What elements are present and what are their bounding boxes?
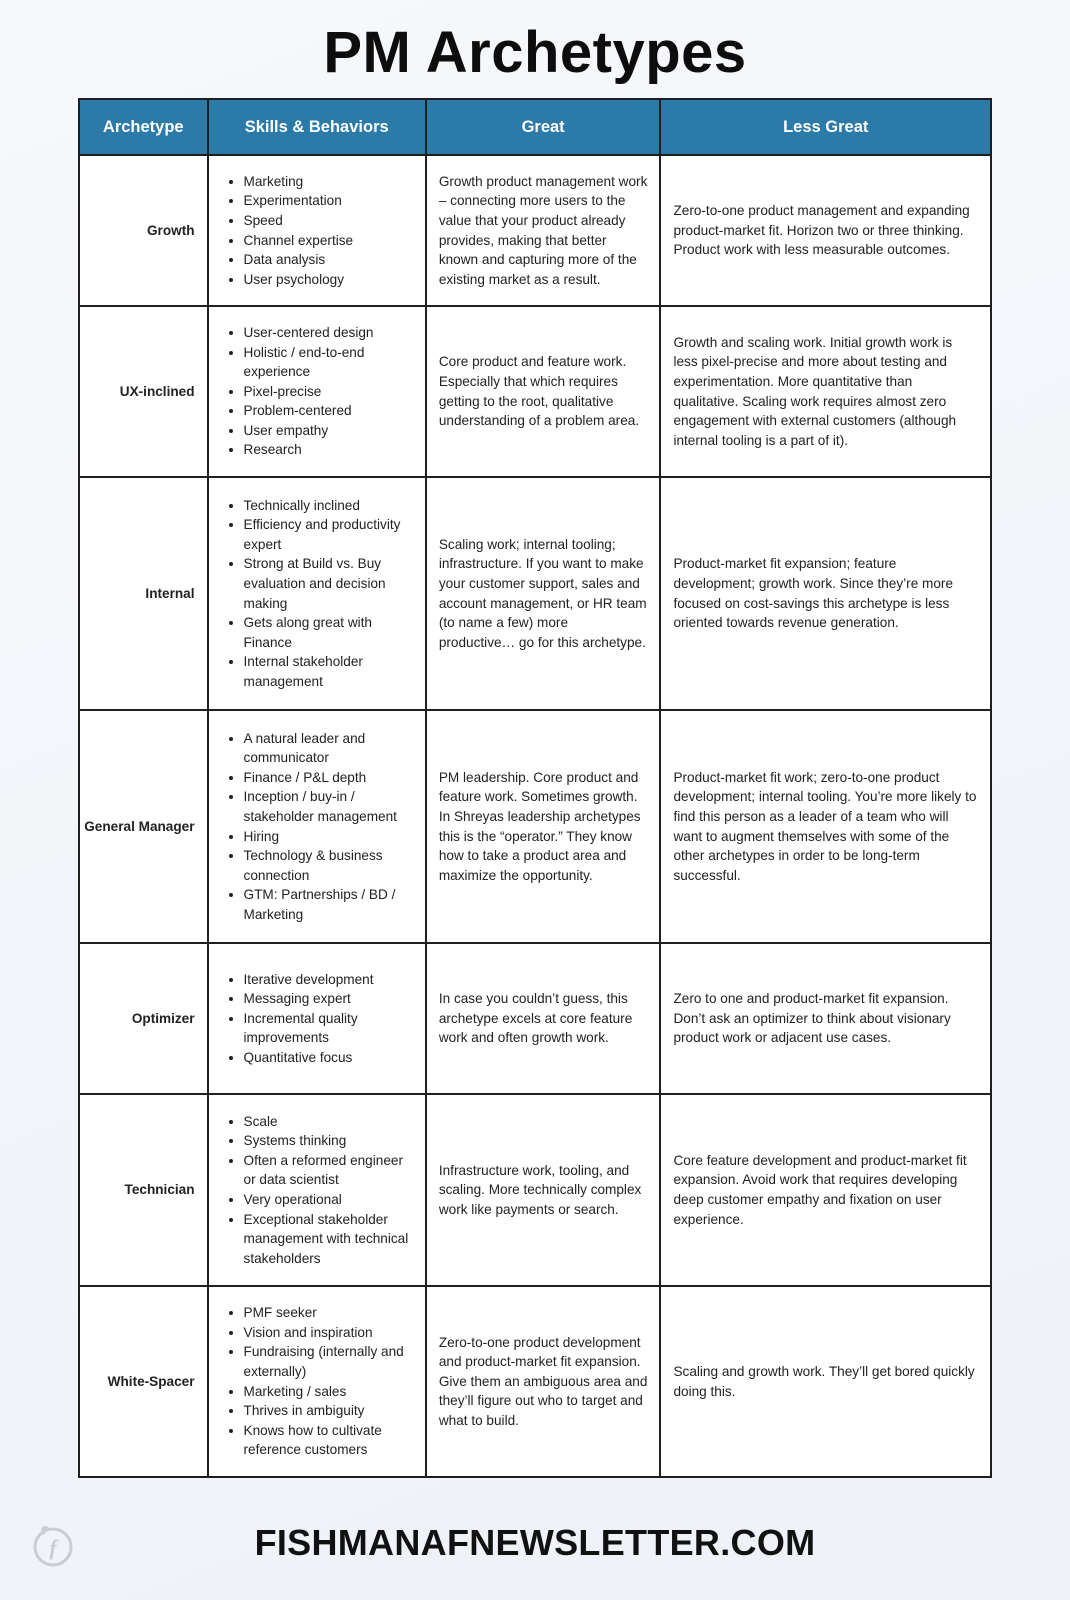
skill-item: • Gets along great with Finance [244, 613, 415, 652]
less-great-cell: Zero-to-one product management and expanding product-market fit. Horizon two or three thinking. Product work with less measurable outcomes. [660, 155, 991, 306]
skill-item: • Exceptional stakeholder management with technical stakeholders [244, 1210, 415, 1269]
archetypes-table [78, 98, 992, 1478]
archetype-name: General Manager [79, 710, 208, 943]
skill-item: • Fundraising (internally and externally) [244, 1342, 415, 1381]
skill-item: • A natural leader and communicator [244, 729, 415, 768]
skill-item: • Experimentation [244, 191, 415, 211]
skill-item: • User-centered design [244, 323, 415, 343]
skill-item: • Technically inclined [244, 496, 415, 516]
skill-item: • Very operational [244, 1190, 415, 1210]
great-cell: Growth product management work – connecting more users to the value that your product already provides, making that better known and capturing more of the existing market as a result. [426, 155, 661, 306]
skills-list [209, 1112, 425, 1269]
archetype-name: White-Spacer [79, 1286, 208, 1477]
less-great-cell: Scaling and growth work. They’ll get bored quickly doing this. [660, 1286, 991, 1477]
skill-item: • Knows how to cultivate reference customers [244, 1421, 415, 1460]
skills-cell [208, 477, 426, 710]
skills-list [209, 172, 425, 290]
less-great-cell: Zero to one and product-market fit expansion. Don’t ask an optimizer to think about visionary product work or adjacent use cases. [660, 943, 991, 1094]
archetype-name: Technician [79, 1094, 208, 1286]
skills-cell [208, 1094, 426, 1286]
skills-list [209, 729, 425, 925]
table-row [79, 1286, 991, 1477]
great-cell: In case you couldn’t guess, this archetype excels at core feature work and often growth work. [426, 943, 661, 1094]
table-row [79, 155, 991, 306]
page-title: PM Archetypes [323, 20, 747, 85]
skill-item: • Often a reformed engineer or data scientist [244, 1151, 415, 1190]
archetype-name: Growth [79, 155, 208, 306]
skill-item: • GTM: Partnerships / BD / Marketing [244, 885, 415, 924]
skill-item: • Finance / P&L depth [244, 768, 415, 788]
skill-item: • Internal stakeholder management [244, 652, 415, 691]
skills-cell [208, 306, 426, 477]
skills-cell [208, 943, 426, 1094]
great-cell: Infrastructure work, tooling, and scaling. More technically complex work like payments or search. [426, 1094, 661, 1286]
skill-item: • Efficiency and productivity expert [244, 515, 415, 554]
skill-item: • Marketing [244, 172, 415, 192]
skills-cell [208, 1286, 426, 1477]
skill-item: • Technology & business connection [244, 846, 415, 885]
great-cell: PM leadership. Core product and feature work. Sometimes growth. In Shreyas leadership archetypes this is the “operator.” They know how to take a product area and maximize the opportunity. [426, 710, 661, 943]
footer-website: FISHMANAFNEWSLETTER.COM [254, 1522, 816, 1563]
header-less-great: Less Great [660, 99, 991, 155]
skill-item: • Research [244, 440, 415, 460]
skill-item: • Inception / buy-in / stakeholder management [244, 787, 415, 826]
table-row [79, 477, 991, 710]
skill-item: • User empathy [244, 421, 415, 441]
archetype-name: Internal [79, 477, 208, 710]
great-cell: Scaling work; internal tooling; infrastructure. If you want to make your customer support, sales and account management, or HR team (to name a few) more productive… go for this archetype. [426, 477, 661, 710]
great-cell: Core product and feature work. Especially that which requires getting to the root, qualitative understanding of a problem area. [426, 306, 661, 477]
skill-item: • User psychology [244, 270, 415, 290]
table-header-row [79, 99, 991, 155]
less-great-cell: Product-market fit expansion; feature development; growth work. Since they’re more focused on cost-savings this archetype is less oriented towards revenue generation. [660, 477, 991, 710]
table-row [79, 306, 991, 477]
skill-item: • Incremental quality improvements [244, 1009, 415, 1048]
skills-cell [208, 155, 426, 306]
skill-item: • Iterative development [244, 970, 415, 990]
table-row [79, 943, 991, 1094]
archetype-name: Optimizer [79, 943, 208, 1094]
header-archetype: Archetype [79, 99, 208, 155]
skill-item: • Quantitative focus [244, 1048, 415, 1068]
skills-list [209, 323, 425, 460]
skills-list [209, 496, 425, 692]
great-cell: Zero-to-one product development and product-market fit expansion. Give them an ambiguous area and they’ll figure out who to target and what to build. [426, 1286, 661, 1477]
skills-list [209, 1303, 425, 1460]
skill-item: • Scale [244, 1112, 415, 1132]
header-great: Great [426, 99, 661, 155]
skills-cell [208, 710, 426, 943]
skill-item: • Channel expertise [244, 231, 415, 251]
table-row [79, 1094, 991, 1286]
skills-list [209, 970, 425, 1068]
skill-item: • Marketing / sales [244, 1382, 415, 1402]
svg-text:f: f [49, 1535, 57, 1560]
skill-item: • Strong at Build vs. Buy evaluation and decision making [244, 554, 415, 613]
skill-item: • PMF seeker [244, 1303, 415, 1323]
skill-item: • Pixel-precise [244, 382, 415, 402]
skill-item: • Hiring [244, 827, 415, 847]
skill-item: • Data analysis [244, 250, 415, 270]
skill-item: • Thrives in ambiguity [244, 1401, 415, 1421]
archetype-name: UX-inclined [79, 306, 208, 477]
skill-item: • Speed [244, 211, 415, 231]
table-body [79, 155, 991, 1477]
less-great-cell: Product-market fit work; zero-to-one product development; internal tooling. You’re more likely to find this person as a leader of a team who will want to augment themselves with some of the other archetypes in order to be long-term successful. [660, 710, 991, 943]
skill-item: • Problem-centered [244, 401, 415, 421]
skill-item: • Vision and inspiration [244, 1323, 415, 1343]
header-skills: Skills & Behaviors [208, 99, 426, 155]
skill-item: • Holistic / end-to-end experience [244, 343, 415, 382]
less-great-cell: Growth and scaling work. Initial growth work is less pixel-precise and more about testing and experimentation. More quantitative than qualitative. Scaling work requires almost zero engagement with external customers (although internal tooling is a part of it). [660, 306, 991, 477]
skill-item: • Systems thinking [244, 1131, 415, 1151]
table-row [79, 710, 991, 943]
less-great-cell: Core feature development and product-market fit expansion. Avoid work that requires developing deep customer empathy and fixation on user experience. [660, 1094, 991, 1286]
skill-item: • Messaging expert [244, 989, 415, 1009]
